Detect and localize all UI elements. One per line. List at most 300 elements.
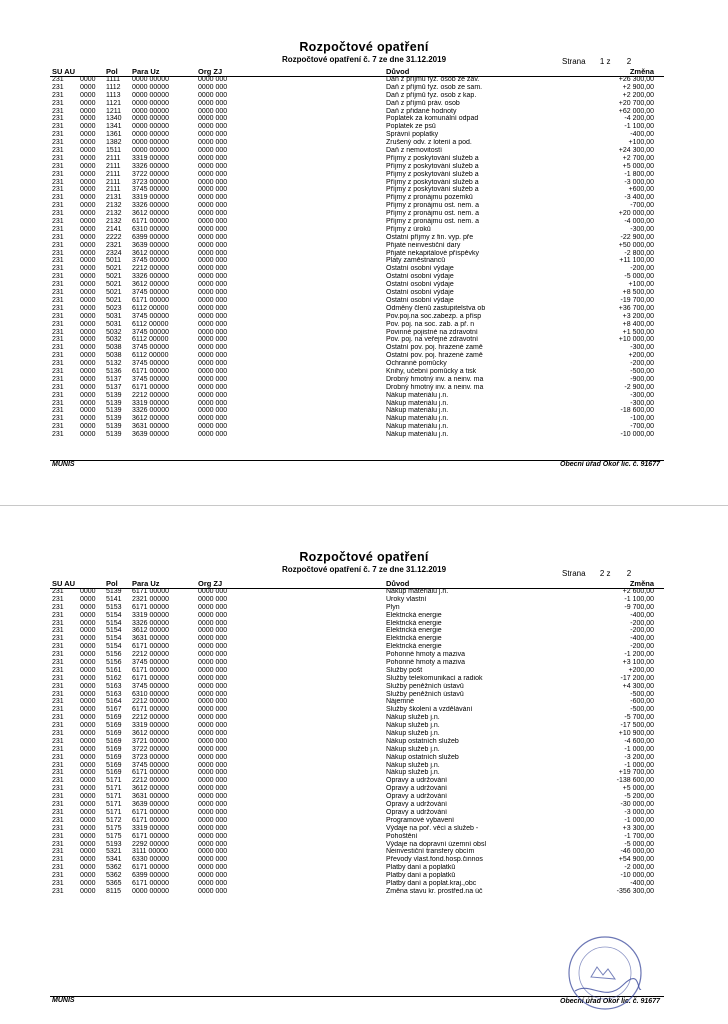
- cell-duvod: Ostatní osobní výdaje: [386, 281, 454, 289]
- cell-au: 0000: [80, 328, 96, 336]
- cell-au: 0000: [80, 864, 96, 872]
- cell-para-uz: 3326 00000: [132, 162, 169, 170]
- cell-pol: 5032: [106, 328, 122, 336]
- cell-su: 231: [52, 595, 64, 603]
- table-row: [52, 643, 664, 651]
- cell-org-zj: 0000 000: [198, 178, 228, 186]
- cell-zmena: -700,00: [630, 202, 654, 210]
- cell-para-uz: 6171 00000: [132, 643, 169, 651]
- table-row: [52, 392, 664, 400]
- cell-zmena: -4 000,00: [624, 218, 654, 226]
- cell-para-uz: 3612 00000: [132, 415, 169, 423]
- cell-zmena: -1 200,00: [624, 651, 654, 659]
- cell-pol: 2111: [106, 186, 121, 194]
- table-row: [52, 754, 664, 762]
- cell-au: 0000: [80, 407, 96, 415]
- cell-zmena: +600,00: [628, 186, 654, 194]
- cell-su: 231: [52, 170, 64, 178]
- cell-para-uz: 3326 00000: [132, 202, 169, 210]
- cell-para-uz: 3639 00000: [132, 431, 169, 439]
- cell-org-zj: 0000 000: [198, 367, 228, 375]
- cell-su: 231: [52, 816, 64, 824]
- cell-zmena: -400,00: [630, 635, 654, 643]
- cell-au: 0000: [80, 178, 96, 186]
- cell-org-zj: 0000 000: [198, 383, 228, 391]
- table-header: SU AU Pol Para Uz Org ZJ Důvod Změna: [52, 67, 654, 76]
- cell-duvod: Přijaté neinvestiční dary: [386, 241, 461, 249]
- page-separator: [0, 505, 728, 506]
- cell-para-uz: 3639 00000: [132, 801, 169, 809]
- cell-org-zj: 0000 000: [198, 603, 228, 611]
- cell-duvod: Pov.poj.na soc.zabezp. a přísp: [386, 312, 482, 320]
- cell-zmena: -3 400,00: [624, 194, 654, 202]
- cell-au: 0000: [80, 666, 96, 674]
- cell-pol: 5156: [106, 651, 122, 659]
- cell-pol: 5167: [106, 706, 122, 714]
- cell-zmena: +10 000,00: [618, 336, 654, 344]
- cell-su: 231: [52, 147, 64, 155]
- cell-pol: 2321: [106, 241, 122, 249]
- table-row: [52, 234, 664, 242]
- cell-su: 231: [52, 887, 64, 895]
- cell-zmena: -22 900,00: [620, 233, 654, 241]
- cell-duvod: Ostatní osobní výdaje: [386, 265, 454, 273]
- cell-su: 231: [52, 91, 64, 99]
- cell-org-zj: 0000 000: [198, 824, 228, 832]
- cell-au: 0000: [80, 273, 96, 281]
- cell-au: 0000: [80, 162, 96, 170]
- cell-para-uz: 3722 00000: [132, 745, 169, 753]
- cell-zmena: +200,00: [628, 352, 654, 360]
- table-row: [52, 360, 664, 368]
- cell-org-zj: 0000 000: [198, 682, 228, 690]
- table-row: [52, 179, 664, 187]
- cell-org-zj: 0000 000: [198, 210, 228, 218]
- cell-org-zj: 0000 000: [198, 202, 228, 210]
- table-row: [52, 888, 664, 896]
- cell-zmena: -1 100,00: [624, 595, 654, 603]
- cell-org-zj: 0000 000: [198, 595, 228, 603]
- cell-org-zj: 0000 000: [198, 154, 228, 162]
- cell-pol: 1361: [106, 131, 122, 139]
- cell-para-uz: 3319 00000: [132, 611, 169, 619]
- table-row: [52, 376, 664, 384]
- table-row: [52, 321, 664, 329]
- cell-pol: 5162: [106, 674, 122, 682]
- cell-zmena: +8 500,00: [622, 289, 654, 297]
- cell-au: 0000: [80, 832, 96, 840]
- table-row: [52, 683, 664, 691]
- cell-au: 0000: [80, 296, 96, 304]
- cell-duvod: Ostatní příjmy z fin. vyp. pře: [386, 233, 474, 241]
- cell-pol: 5164: [106, 698, 122, 706]
- cell-para-uz: 6112 00000: [132, 320, 169, 328]
- cell-au: 0000: [80, 856, 96, 864]
- cell-zmena: -600,00: [630, 698, 654, 706]
- cell-duvod: Příjmy z poskytování služeb a: [386, 170, 479, 178]
- cell-duvod: Ostatní osobní výdaje: [386, 296, 454, 304]
- table-row: [52, 848, 664, 856]
- cell-org-zj: 0000 000: [198, 879, 228, 887]
- cell-duvod: Knihy, učební pomůcky a tisk: [386, 367, 477, 375]
- cell-su: 231: [52, 225, 64, 233]
- cell-org-zj: 0000 000: [198, 753, 228, 761]
- cell-duvod: Zrušený odv. z loterií a pod.: [386, 139, 472, 147]
- table-row: [52, 226, 664, 234]
- cell-pol: 5139: [106, 391, 122, 399]
- cell-pol: 2132: [106, 218, 122, 226]
- cell-org-zj: 0000 000: [198, 186, 228, 194]
- cell-su: 231: [52, 399, 64, 407]
- cell-su: 231: [52, 801, 64, 809]
- cell-su: 231: [52, 879, 64, 887]
- cell-duvod: Elektrická energie: [386, 643, 442, 651]
- cell-zmena: -1 000,00: [624, 745, 654, 753]
- cell-duvod: Změna stavu kr. prostřed.na úč: [386, 887, 483, 895]
- cell-zmena: +26 300,00: [618, 76, 654, 83]
- cell-org-zj: 0000 000: [198, 391, 228, 399]
- cell-su: 231: [52, 722, 64, 730]
- cell-zmena: -138 600,00: [616, 777, 654, 785]
- cell-duvod: Daň z nemovitostí: [386, 147, 443, 155]
- cell-zmena: -200,00: [630, 627, 654, 635]
- cell-duvod: Opravy a udržování: [386, 777, 448, 785]
- table-row: [52, 202, 664, 210]
- cell-org-zj: 0000 000: [198, 635, 228, 643]
- cell-org-zj: 0000 000: [198, 730, 228, 738]
- cell-zmena: +200,00: [628, 666, 654, 674]
- cell-org-zj: 0000 000: [198, 281, 228, 289]
- table-row: [52, 100, 664, 108]
- cell-su: 231: [52, 162, 64, 170]
- cell-su: 231: [52, 383, 64, 391]
- cell-duvod: Nákup ostatních služeb: [386, 737, 459, 745]
- table-row: [52, 250, 664, 258]
- cell-au: 0000: [80, 170, 96, 178]
- cell-para-uz: 6171 00000: [132, 367, 169, 375]
- cell-org-zj: 0000 000: [198, 218, 228, 226]
- cell-org-zj: 0000 000: [198, 336, 228, 344]
- cell-org-zj: 0000 000: [198, 147, 228, 155]
- cell-org-zj: 0000 000: [198, 808, 228, 816]
- cell-au: 0000: [80, 312, 96, 320]
- cell-zmena: -500,00: [630, 367, 654, 375]
- cell-pol: 5139: [106, 431, 122, 439]
- cell-para-uz: 3723 00000: [132, 753, 169, 761]
- cell-pol: 2111: [106, 178, 121, 186]
- cell-su: 231: [52, 123, 64, 131]
- cell-zmena: +5 000,00: [622, 162, 654, 170]
- table-row: [52, 92, 664, 100]
- cell-pol: 2131: [106, 194, 122, 202]
- cell-para-uz: 0000 00000: [132, 123, 169, 131]
- cell-para-uz: 6171 00000: [132, 603, 169, 611]
- cell-org-zj: 0000 000: [198, 872, 228, 880]
- cell-zmena: -3 000,00: [624, 808, 654, 816]
- cell-org-zj: 0000 000: [198, 320, 228, 328]
- cell-para-uz: 6310 00000: [132, 225, 169, 233]
- table-row: [52, 762, 664, 770]
- cell-zmena: -9 700,00: [624, 603, 654, 611]
- cell-su: 231: [52, 344, 64, 352]
- table-row: [52, 123, 664, 131]
- footer-license: Obecní úřad Okoř lic. č. 91677: [560, 998, 660, 1005]
- table-row: [52, 746, 664, 754]
- table-row: [52, 698, 664, 706]
- cell-org-zj: 0000 000: [198, 352, 228, 360]
- cell-duvod: Nákup služeb j.n.: [386, 769, 440, 777]
- cell-para-uz: 6112 00000: [132, 304, 169, 312]
- cell-para-uz: 3745 00000: [132, 761, 169, 769]
- cell-au: 0000: [80, 147, 96, 155]
- cell-au: 0000: [80, 682, 96, 690]
- table-row: [52, 596, 664, 604]
- cell-pol: 5132: [106, 360, 122, 368]
- table-row: [52, 242, 664, 250]
- cell-para-uz: 2212 00000: [132, 714, 169, 722]
- cell-org-zj: 0000 000: [198, 76, 228, 83]
- cell-duvod: Daň z příjmů fyz. osob z kap.: [386, 91, 477, 99]
- cell-zmena: -10 000,00: [620, 872, 654, 880]
- cell-para-uz: 3319 00000: [132, 722, 169, 730]
- cell-au: 0000: [80, 808, 96, 816]
- cell-para-uz: 0000 00000: [132, 115, 169, 123]
- cell-au: 0000: [80, 218, 96, 226]
- cell-zmena: +3 100,00: [622, 659, 654, 667]
- cell-duvod: Drobný hmotný inv. a neinv. ma: [386, 383, 484, 391]
- cell-pol: 1112: [106, 83, 121, 91]
- cell-para-uz: 2212 00000: [132, 777, 169, 785]
- cell-zmena: -4 600,00: [624, 737, 654, 745]
- cell-para-uz: 3722 00000: [132, 170, 169, 178]
- cell-zmena: -200,00: [630, 643, 654, 651]
- cell-pol: 2111: [106, 170, 121, 178]
- cell-org-zj: 0000 000: [198, 840, 228, 848]
- cell-su: 231: [52, 824, 64, 832]
- table-row: [52, 651, 664, 659]
- cell-pol: 5153: [106, 603, 122, 611]
- cell-org-zj: 0000 000: [198, 139, 228, 147]
- cell-au: 0000: [80, 785, 96, 793]
- cell-zmena: -300,00: [630, 225, 654, 233]
- cell-au: 0000: [80, 107, 96, 115]
- cell-au: 0000: [80, 824, 96, 832]
- cell-au: 0000: [80, 431, 96, 439]
- cell-para-uz: 3612 00000: [132, 249, 169, 257]
- cell-pol: 5021: [106, 289, 122, 297]
- cell-para-uz: 3745 00000: [132, 289, 169, 297]
- table-row: [52, 856, 664, 864]
- cell-duvod: Ochranné pomůcky: [386, 360, 447, 368]
- cell-org-zj: 0000 000: [198, 856, 228, 864]
- cell-au: 0000: [80, 281, 96, 289]
- cell-pol: 1511: [106, 147, 122, 155]
- table-row: [52, 171, 664, 179]
- cell-para-uz: 0000 00000: [132, 887, 169, 895]
- cell-pol: 5175: [106, 832, 122, 840]
- cell-para-uz: 0000 00000: [132, 147, 169, 155]
- cell-su: 231: [52, 769, 64, 777]
- cell-au: 0000: [80, 627, 96, 635]
- cell-duvod: Výdaje na poř. věcí a služeb -: [386, 824, 479, 832]
- cell-org-zj: 0000 000: [198, 690, 228, 698]
- cell-duvod: Elektrická energie: [386, 627, 442, 635]
- table-row: [52, 289, 664, 297]
- table-row: [52, 841, 664, 849]
- cell-org-zj: 0000 000: [198, 832, 228, 840]
- cell-su: 231: [52, 115, 64, 123]
- cell-duvod: Příjmy z poskytování služeb a: [386, 162, 479, 170]
- cell-su: 231: [52, 423, 64, 431]
- cell-au: 0000: [80, 249, 96, 257]
- cell-duvod: Nákup materiálu j.n.: [386, 399, 449, 407]
- cell-au: 0000: [80, 399, 96, 407]
- cell-duvod: Pohonné hmoty a maziva: [386, 659, 465, 667]
- cell-au: 0000: [80, 265, 96, 273]
- cell-su: 231: [52, 273, 64, 281]
- cell-pol: 5171: [106, 777, 122, 785]
- cell-duvod: Pohoštění: [386, 832, 418, 840]
- cell-para-uz: 3631 00000: [132, 423, 169, 431]
- table-row: [52, 329, 664, 337]
- cell-pol: 5362: [106, 872, 122, 880]
- cell-pol: 2132: [106, 210, 122, 218]
- cell-zmena: -100,00: [630, 415, 654, 423]
- cell-zmena: +20 700,00: [618, 99, 654, 107]
- cell-para-uz: 6112 00000: [132, 336, 169, 344]
- cell-org-zj: 0000 000: [198, 769, 228, 777]
- cell-au: 0000: [80, 879, 96, 887]
- cell-duvod: Příjmy z pronájmu ost. nem. a: [386, 218, 479, 226]
- cell-org-zj: 0000 000: [198, 131, 228, 139]
- cell-org-zj: 0000 000: [198, 162, 228, 170]
- cell-org-zj: 0000 000: [198, 887, 228, 895]
- cell-org-zj: 0000 000: [198, 745, 228, 753]
- cell-duvod: Poplatek ze psů: [386, 123, 436, 131]
- cell-su: 231: [52, 603, 64, 611]
- cell-duvod: Pohonné hmoty a maziva: [386, 651, 465, 659]
- cell-para-uz: 0000 00000: [132, 131, 169, 139]
- cell-para-uz: 3612 00000: [132, 730, 169, 738]
- cell-org-zj: 0000 000: [198, 304, 228, 312]
- cell-su: 231: [52, 808, 64, 816]
- cell-pol: 5021: [106, 273, 122, 281]
- table-row: [52, 706, 664, 714]
- cell-org-zj: 0000 000: [198, 722, 228, 730]
- cell-org-zj: 0000 000: [198, 107, 228, 115]
- cell-para-uz: 3745 00000: [132, 659, 169, 667]
- cell-pol: 5038: [106, 344, 122, 352]
- cell-zmena: -17 500,00: [620, 722, 654, 730]
- cell-org-zj: 0000 000: [198, 698, 228, 706]
- cell-pol: 5139: [106, 399, 122, 407]
- cell-au: 0000: [80, 714, 96, 722]
- footer-license: Obecní úřad Okoř lic. č. 91677: [560, 461, 660, 468]
- cell-zmena: -500,00: [630, 690, 654, 698]
- cell-pol: 5038: [106, 352, 122, 360]
- cell-org-zj: 0000 000: [198, 431, 228, 439]
- cell-org-zj: 0000 000: [198, 99, 228, 107]
- cell-para-uz: 3612 00000: [132, 281, 169, 289]
- cell-pol: 5136: [106, 367, 122, 375]
- cell-para-uz: 6171 00000: [132, 706, 169, 714]
- cell-para-uz: 2321 00000: [132, 595, 169, 603]
- cell-org-zj: 0000 000: [198, 706, 228, 714]
- cell-para-uz: 3745 00000: [132, 344, 169, 352]
- cell-duvod: Platby daní a poplatků: [386, 872, 456, 880]
- cell-su: 231: [52, 730, 64, 738]
- table-row: [52, 612, 664, 620]
- table-row: [52, 801, 664, 809]
- cell-duvod: Neinvestiční transfery obcím: [386, 848, 475, 856]
- table-row: [52, 627, 664, 635]
- cell-au: 0000: [80, 154, 96, 162]
- cell-su: 231: [52, 619, 64, 627]
- cell-pol: 5362: [106, 864, 122, 872]
- cell-para-uz: 6171 00000: [132, 864, 169, 872]
- cell-pol: 5163: [106, 690, 122, 698]
- cell-au: 0000: [80, 194, 96, 202]
- cell-para-uz: 3319 00000: [132, 154, 169, 162]
- cell-zmena: -30 000,00: [620, 801, 654, 809]
- cell-au: 0000: [80, 745, 96, 753]
- cell-duvod: Nákup materiálu j.n.: [386, 431, 449, 439]
- cell-duvod: Programové vybavení: [386, 816, 455, 824]
- cell-zmena: -18 600,00: [620, 407, 654, 415]
- cell-au: 0000: [80, 344, 96, 352]
- table-header: SU AU Pol Para Uz Org ZJ Důvod Změna: [52, 579, 654, 588]
- cell-au: 0000: [80, 320, 96, 328]
- cell-su: 231: [52, 296, 64, 304]
- cell-zmena: -200,00: [630, 360, 654, 368]
- cell-zmena: +54 900,00: [618, 856, 654, 864]
- cell-duvod: Nákup služeb j.n.: [386, 714, 440, 722]
- cell-su: 231: [52, 706, 64, 714]
- cell-pol: 5169: [106, 769, 122, 777]
- table-row: [52, 257, 664, 265]
- cell-zmena: +50 000,00: [618, 241, 654, 249]
- cell-para-uz: 3319 00000: [132, 824, 169, 832]
- cell-zmena: +3 300,00: [622, 824, 654, 832]
- table-row: [52, 675, 664, 683]
- cell-duvod: Daň z příjmů fyz. osob ze záv.: [386, 76, 480, 83]
- cell-duvod: Opravy a udržování: [386, 785, 448, 793]
- cell-zmena: -400,00: [630, 131, 654, 139]
- cell-org-zj: 0000 000: [198, 714, 228, 722]
- cell-para-uz: 3745 00000: [132, 312, 169, 320]
- cell-au: 0000: [80, 674, 96, 682]
- cell-pol: 1211: [106, 107, 122, 115]
- cell-zmena: -900,00: [630, 375, 654, 383]
- cell-duvod: Příjmy z poskytování služeb a: [386, 178, 479, 186]
- cell-su: 231: [52, 202, 64, 210]
- cell-org-zj: 0000 000: [198, 83, 228, 91]
- cell-zmena: -10 000,00: [620, 431, 654, 439]
- cell-pol: 5154: [106, 611, 122, 619]
- cell-org-zj: 0000 000: [198, 289, 228, 297]
- cell-au: 0000: [80, 186, 96, 194]
- cell-su: 231: [52, 627, 64, 635]
- cell-org-zj: 0000 000: [198, 123, 228, 131]
- cell-au: 0000: [80, 706, 96, 714]
- cell-duvod: Daň z přidané hodnoty: [386, 107, 457, 115]
- cell-zmena: -5 000,00: [624, 273, 654, 281]
- cell-su: 231: [52, 777, 64, 785]
- cell-au: 0000: [80, 753, 96, 761]
- cell-duvod: Služby pošt: [386, 666, 423, 674]
- table-row: [52, 131, 664, 139]
- table-row: [52, 76, 664, 84]
